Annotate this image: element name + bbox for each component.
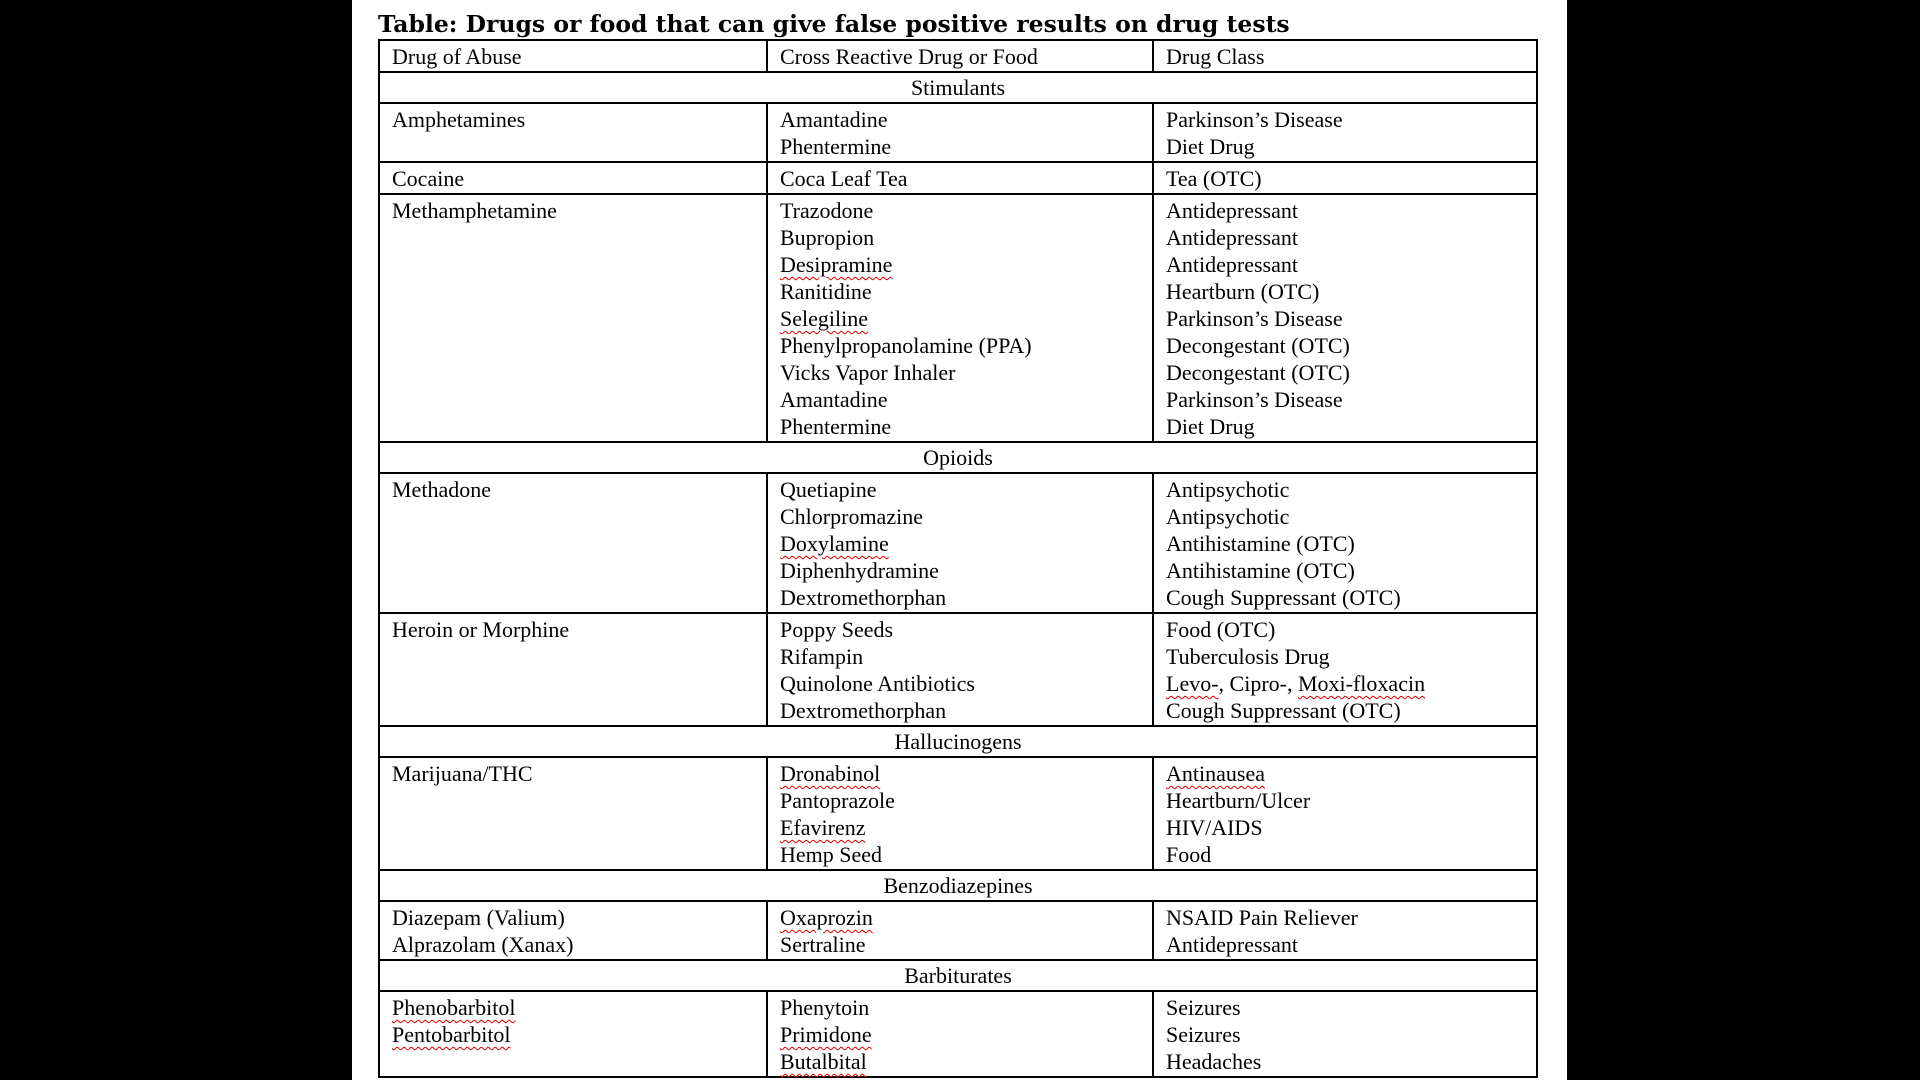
table-title: Table: Drugs or food that can give false positive results on drug tests — [378, 10, 1290, 38]
drug-class-cell — [1152, 902, 1536, 959]
cell-line: Alprazolam (Xanax) — [392, 932, 574, 957]
cell-line: Pentobarbitol — [392, 1022, 511, 1047]
cell-line: Diet Drug — [1166, 414, 1255, 439]
cell-line: Butalbital — [780, 1049, 867, 1074]
table-header-row — [380, 41, 1536, 71]
cell-line: Tea (OTC) — [1166, 166, 1262, 191]
cross-reactive-cell — [766, 614, 1152, 725]
cell-line: Dextromethorphan — [780, 698, 947, 723]
cell-line: Headaches — [1166, 1049, 1262, 1074]
cross-reactive-cell — [766, 758, 1152, 869]
cell-line: Phenylpropanolamine (PPA) — [780, 333, 1032, 358]
cell-line: Antihistamine (OTC) — [1166, 531, 1355, 556]
table-row — [380, 472, 1536, 612]
cell-line: Coca Leaf Tea — [780, 166, 908, 191]
cell-line: Cough Suppressant (OTC) — [1166, 585, 1401, 610]
table-row — [380, 990, 1536, 1076]
cell-line: Chlorpromazine — [780, 504, 923, 529]
cell-line: Vicks Vapor Inhaler — [780, 360, 956, 385]
table-row — [380, 612, 1536, 725]
cell-line: Pantoprazole — [780, 788, 895, 813]
cell-line: Quetiapine — [780, 477, 877, 502]
cell-line: Cocaine — [392, 166, 465, 191]
drug-of-abuse-cell — [380, 474, 766, 612]
cell-line: Diet Drug — [1166, 134, 1255, 159]
cell-line: Poppy Seeds — [780, 617, 894, 642]
document-page — [352, 0, 1567, 1080]
table-row — [380, 102, 1536, 161]
cell-line: Dextromethorphan — [780, 585, 947, 610]
header-drug-class: Drug Class — [1152, 41, 1536, 71]
cross-reactive-cell — [766, 902, 1152, 959]
cell-line: Antidepressant — [1166, 225, 1298, 250]
drug-of-abuse-cell — [380, 195, 766, 441]
drug-of-abuse-cell — [380, 992, 766, 1076]
drug-of-abuse-cell — [380, 758, 766, 869]
drug-of-abuse-cell — [380, 902, 766, 959]
drug-class-cell — [1152, 614, 1536, 725]
category-row — [380, 71, 1536, 102]
drug-of-abuse-cell — [380, 614, 766, 725]
cell-line: Phenobarbitol — [392, 995, 516, 1020]
category-label: Barbiturates — [904, 963, 1012, 988]
category-label: Stimulants — [910, 75, 1006, 100]
drug-class-cell — [1152, 992, 1536, 1076]
cell-line: Phentermine — [780, 134, 892, 159]
cross-reactive-cell — [766, 474, 1152, 612]
cell-line: Antidepressant — [1166, 932, 1298, 957]
drug-table — [378, 39, 1538, 1078]
cell-line: Food (OTC) — [1166, 617, 1276, 642]
cell-line: Antipsychotic — [1166, 477, 1290, 502]
cell-line: Parkinson’s Disease — [1166, 306, 1343, 331]
cell-line: Hemp Seed — [780, 842, 883, 867]
table-row — [380, 193, 1536, 441]
cell-line: Methamphetamine — [392, 198, 557, 223]
cell-line: Cough Suppressant (OTC) — [1166, 698, 1401, 723]
cell-line: Diazepam (Valium) — [392, 905, 565, 930]
cell-line: Parkinson’s Disease — [1166, 387, 1343, 412]
cell-line: Selegiline — [780, 306, 868, 331]
cell-line: Efavirenz — [780, 815, 866, 840]
drug-of-abuse-cell — [380, 163, 766, 193]
cell-line: Rifampin — [780, 644, 864, 669]
cross-reactive-cell — [766, 163, 1152, 193]
cell-line: Antidepressant — [1166, 198, 1298, 223]
cell-line: Oxaprozin — [780, 905, 873, 930]
table-row — [380, 900, 1536, 959]
cell-line: Amantadine — [780, 107, 888, 132]
cell-line: Sertraline — [780, 932, 866, 957]
drug-of-abuse-cell — [380, 104, 766, 161]
cell-line: Seizures — [1166, 995, 1241, 1020]
cell-line: Antinausea — [1166, 761, 1265, 786]
category-label: Opioids — [923, 445, 993, 470]
cell-line: Amantadine — [780, 387, 888, 412]
header-cross-reactive: Cross Reactive Drug or Food — [766, 41, 1152, 71]
table-row — [380, 756, 1536, 869]
drug-class-cell — [1152, 104, 1536, 161]
cell-line: Parkinson’s Disease — [1166, 107, 1343, 132]
cell-line: Tuberculosis Drug — [1166, 644, 1330, 669]
cell-line: Diphenhydramine — [780, 558, 939, 583]
drug-class-cell — [1152, 474, 1536, 612]
cell-line: Phenytoin — [780, 995, 870, 1020]
cell-line: Food — [1166, 842, 1212, 867]
cell-line: Methadone — [392, 477, 491, 502]
cell-line: Heartburn/Ulcer — [1166, 788, 1311, 813]
cell-line: Trazodone — [780, 198, 874, 223]
cell-line: Decongestant (OTC) — [1166, 333, 1350, 358]
cell-line: Levo-, Cipro-, Moxi-floxacin — [1166, 671, 1426, 696]
cross-reactive-cell — [766, 104, 1152, 161]
cell-line: Marijuana/THC — [392, 761, 533, 786]
table-row — [380, 161, 1536, 193]
category-label: Benzodiazepines — [883, 873, 1033, 898]
cell-line: Amphetamines — [392, 107, 526, 132]
cell-line: HIV/AIDS — [1166, 815, 1263, 840]
cell-line: Antihistamine (OTC) — [1166, 558, 1355, 583]
cell-line: Bupropion — [780, 225, 875, 250]
cell-line: Antidepressant — [1166, 252, 1298, 277]
cell-line: Phentermine — [780, 414, 892, 439]
cell-line: Doxylamine — [780, 531, 889, 556]
category-row — [380, 959, 1536, 990]
cell-line: Primidone — [780, 1022, 872, 1047]
category-row — [380, 441, 1536, 472]
cell-line: Dronabinol — [780, 761, 881, 786]
cell-line: Heartburn (OTC) — [1166, 279, 1320, 304]
cross-reactive-cell — [766, 992, 1152, 1076]
cell-line: Quinolone Antibiotics — [780, 671, 975, 696]
category-label: Hallucinogens — [894, 729, 1022, 754]
cell-line: Desipramine — [780, 252, 893, 277]
cell-line: Seizures — [1166, 1022, 1241, 1047]
category-row — [380, 869, 1536, 900]
drug-class-cell — [1152, 195, 1536, 441]
cell-line: NSAID Pain Reliever — [1166, 905, 1358, 930]
category-row — [380, 725, 1536, 756]
cross-reactive-cell — [766, 195, 1152, 441]
header-drug-of-abuse: Drug of Abuse — [392, 44, 522, 69]
drug-class-cell — [1152, 163, 1536, 193]
cell-line: Antipsychotic — [1166, 504, 1290, 529]
cell-line: Heroin or Morphine — [392, 617, 570, 642]
cell-line: Ranitidine — [780, 279, 872, 304]
cell-line: Decongestant (OTC) — [1166, 360, 1350, 385]
drug-class-cell — [1152, 758, 1536, 869]
